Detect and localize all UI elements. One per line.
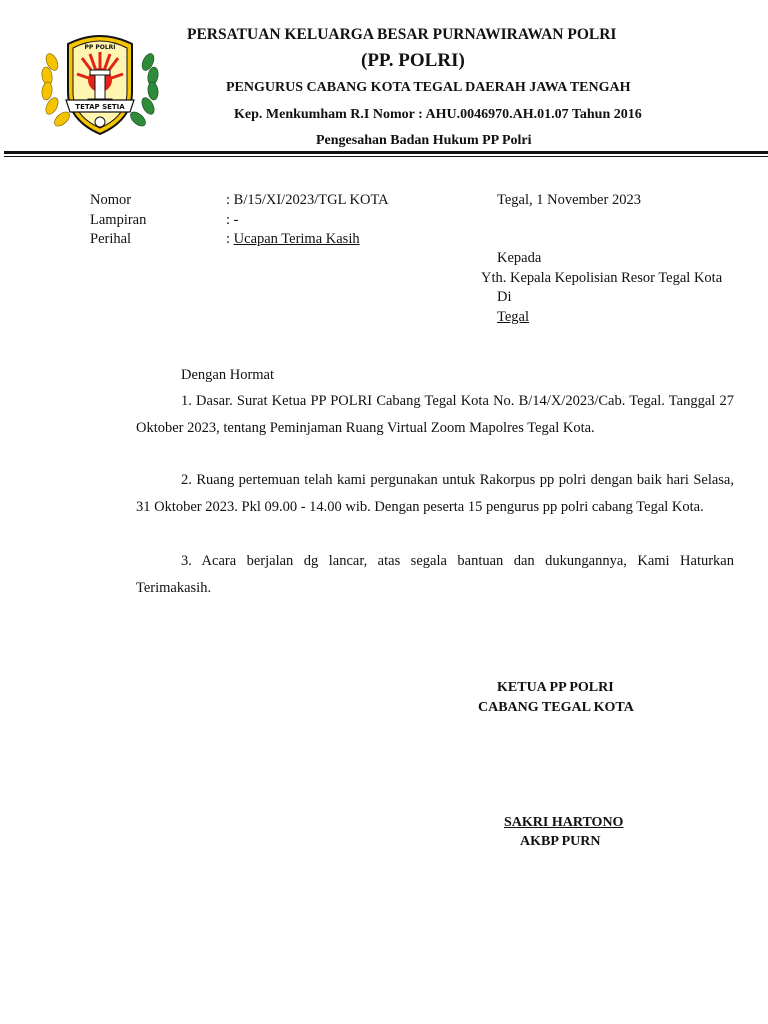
org-abbrev: (PP. POLRI) — [361, 50, 465, 71]
signature-title-1: KETUA PP POLRI — [497, 680, 614, 695]
lampiran-value: : - — [226, 212, 239, 228]
paragraph-2 — [136, 467, 734, 521]
pillar-icon — [95, 74, 105, 100]
ribbon-text: TETAP SETIA — [75, 103, 125, 111]
perihal-subject: Ucapan Terima Kasih — [233, 231, 360, 247]
perihal-label: Perihal — [90, 231, 132, 247]
signer-name: SAKRI HARTONO — [504, 815, 624, 830]
paragraph-1 — [136, 388, 734, 442]
perihal-colon: : — [226, 231, 234, 247]
paragraph-2-text: 2. Ruang pertemuan telah kami pergunakan untuk Rakorpus pp polri dengan baik hari Selasa, 31 Oktober 2023. Pkl 09.00 - 14.00 wib. Dengan peserta 15 pengurus pp polri cabang Tegal Kota. — [136, 472, 734, 515]
recipient-city: Tegal — [497, 309, 529, 325]
branch-line: PENGURUS CABANG KOTA TEGAL DAERAH JAWA TENGAH — [226, 80, 631, 95]
paragraph-3 — [136, 548, 734, 602]
signature-title-2: CABANG TEGAL KOTA — [478, 700, 634, 715]
logo-top-text: PP POLRI — [84, 44, 116, 51]
nomor-value: : B/15/XI/2023/TGL KOTA — [226, 192, 389, 208]
greeting: Dengan Hormat — [181, 367, 275, 383]
signer-rank: AKBP PURN — [520, 834, 601, 849]
paragraph-3-text: 3. Acara berjalan dg lancar, atas segala bantuan dan dukungannya, Kami Haturkan Terimakasih. — [136, 553, 734, 596]
pp-polri-logo — [38, 22, 162, 146]
header-rule-thin — [4, 156, 768, 157]
recipient-kepada: Kepada — [497, 250, 542, 266]
nomor-label: Nomor — [90, 192, 132, 208]
place-date: Tegal, 1 November 2023 — [497, 192, 641, 208]
paragraph-1-text: 1. Dasar. Surat Ketua PP POLRI Cabang Tegal Kota No. B/14/X/2023/Cab. Tegal. Tanggal 27 Oktober 2023, tentang Peminjaman Ruang Virtual Zoom Mapolres Tegal Kota. — [136, 393, 734, 436]
header-rule-thick — [4, 151, 768, 154]
recipient-di: Di — [497, 289, 512, 305]
perihal-value — [226, 231, 360, 248]
lampiran-label: Lampiran — [90, 212, 147, 228]
recipient-line: Yth. Kepala Kepolisian Resor Tegal Kota — [481, 270, 723, 286]
org-line: PERSATUAN KELUARGA BESAR PURNAWIRAWAN POLRI — [187, 26, 617, 43]
legal-line: Pengesahan Badan Hukum PP Polri — [316, 133, 532, 148]
decree-line: Kep. Menkumham R.I Nomor : AHU.0046970.AH.01.07 Tahun 2016 — [234, 107, 642, 122]
